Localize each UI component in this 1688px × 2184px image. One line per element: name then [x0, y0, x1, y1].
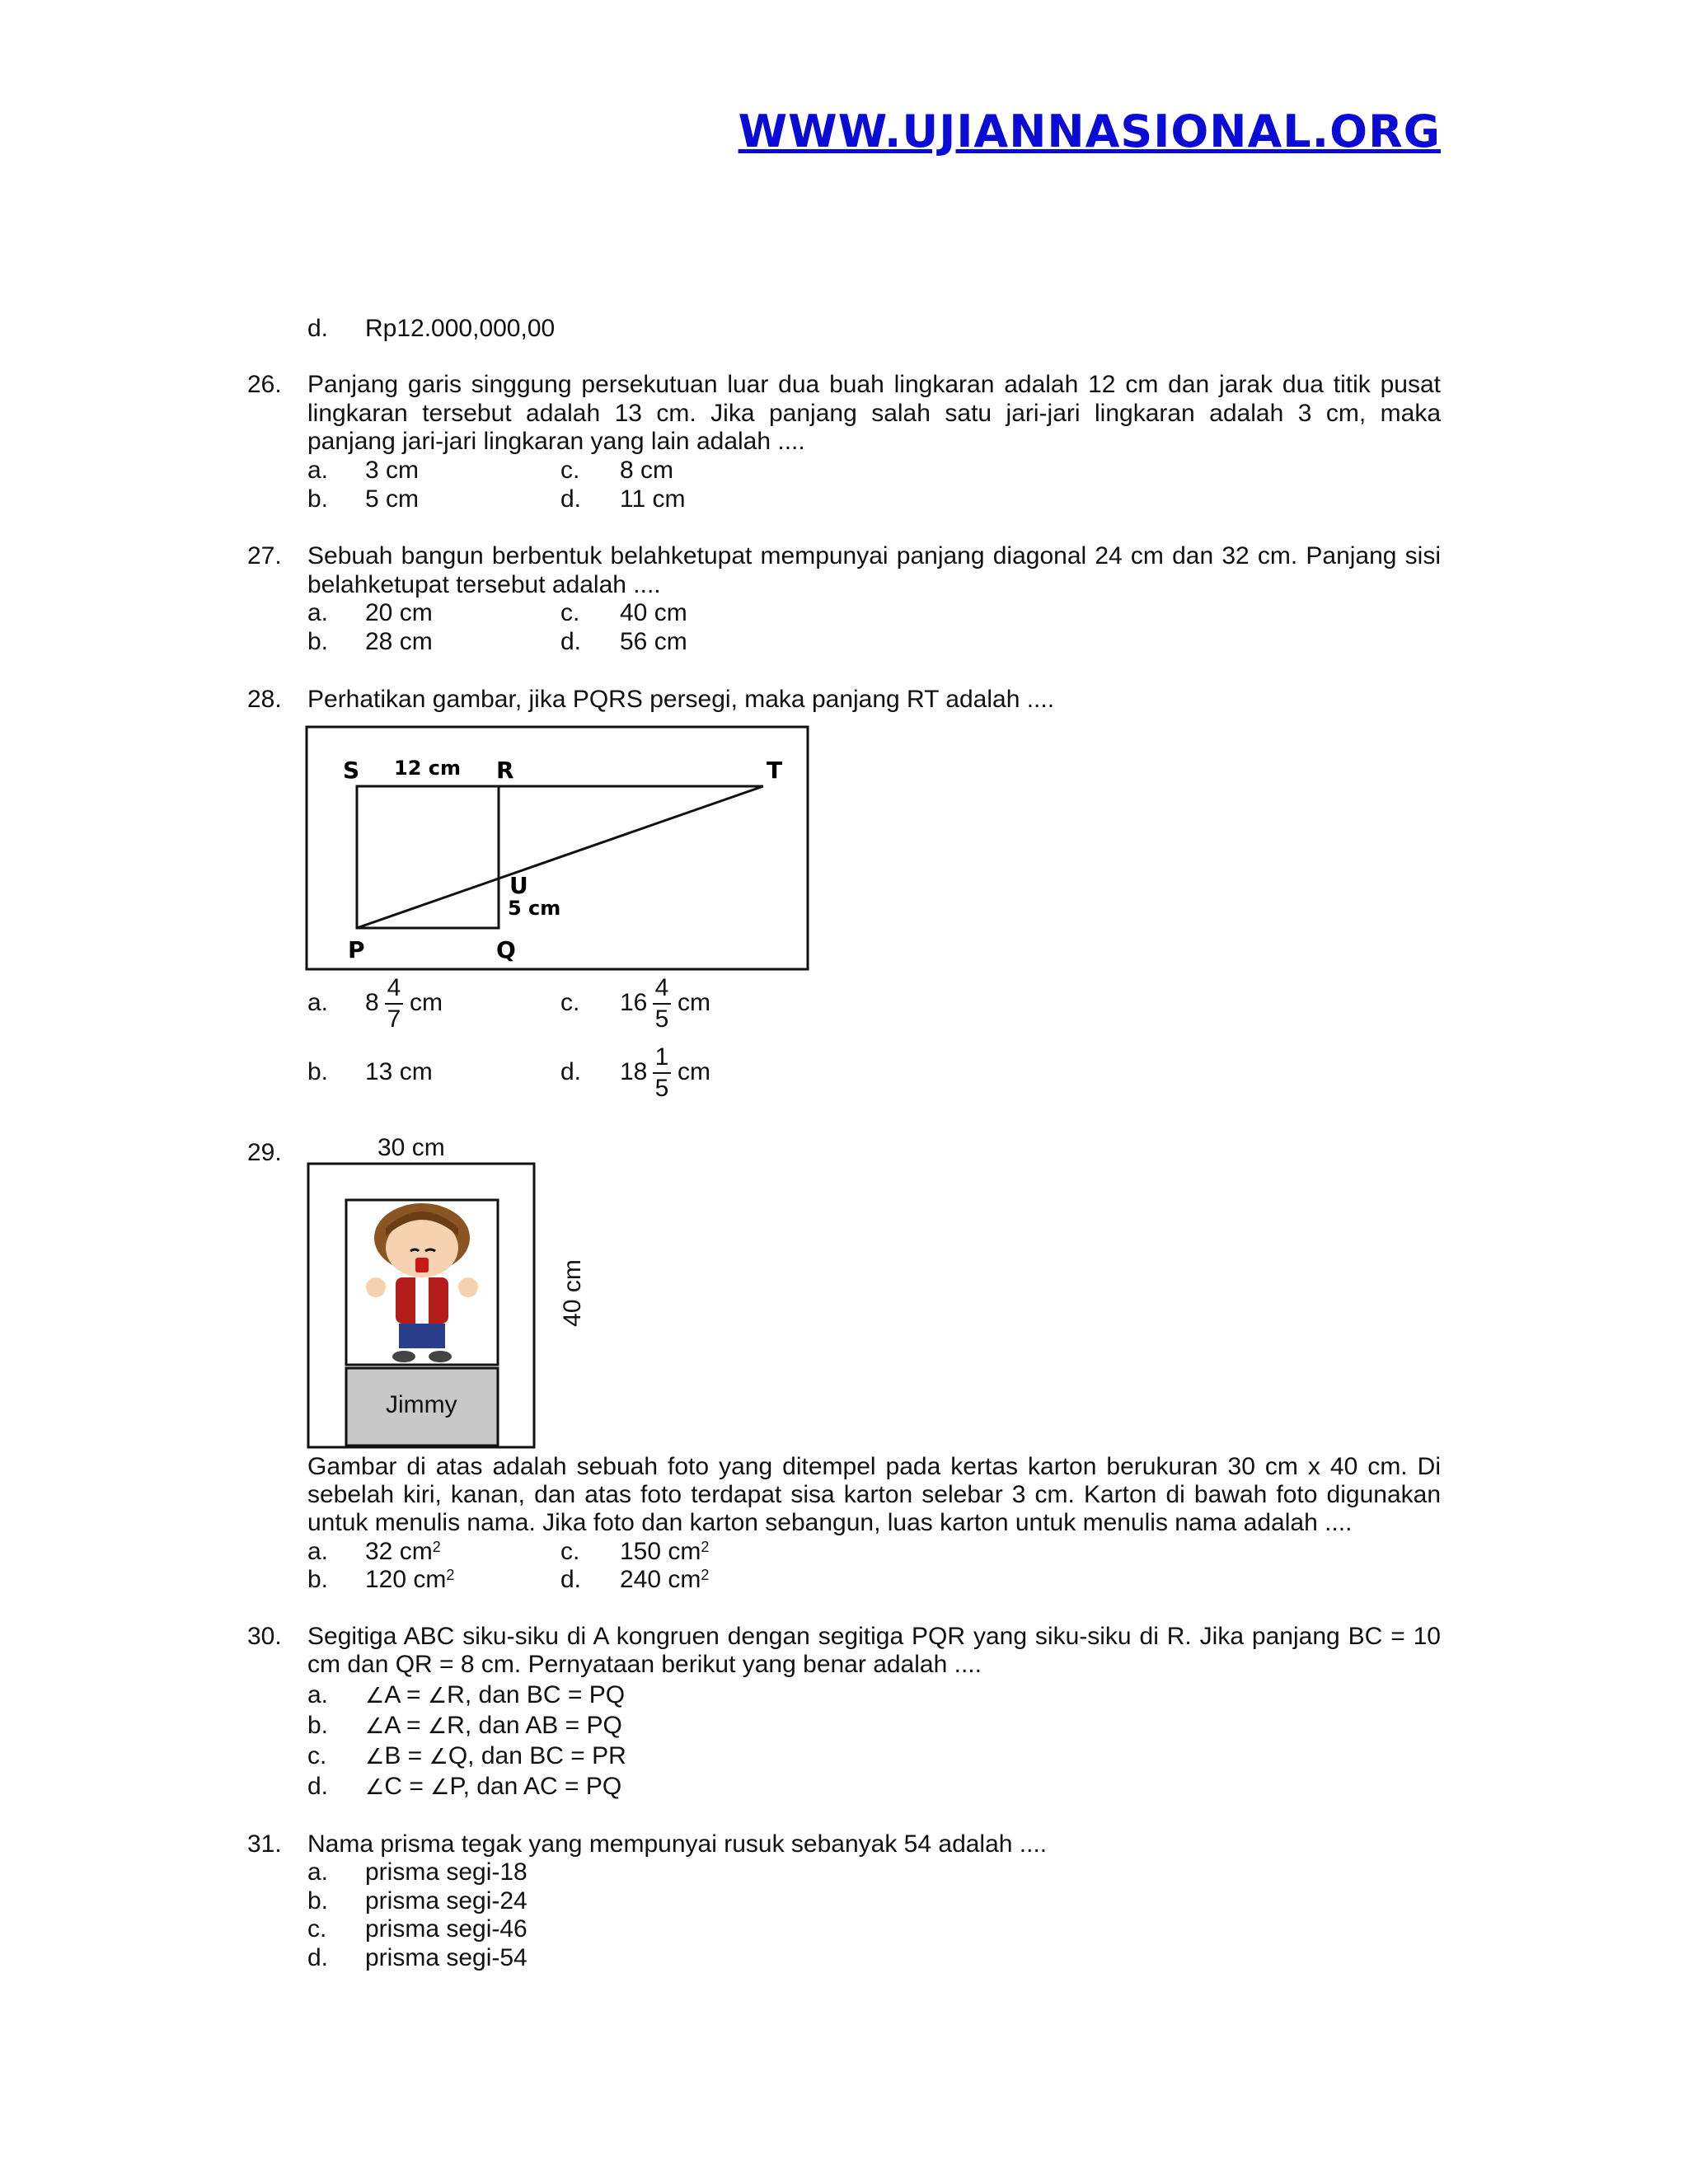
- fraction-denominator: 7: [387, 1005, 401, 1033]
- option-text: 13 cm: [365, 1058, 433, 1085]
- option-text: Rp12.000,000,00: [365, 315, 556, 342]
- height-label: 40 cm: [558, 1259, 586, 1327]
- option-letter: a.: [307, 457, 329, 484]
- width-label: 30 cm: [377, 1134, 445, 1161]
- question-text-line: Segitiga ABC siku-siku di A kongruen dengan segitiga PQR yang siku-siku di R. Jika panjang BC = 10: [307, 1623, 1441, 1650]
- question-text-line: cm dan QR = 8 cm. Pernyataan berikut yang benar adalah ....: [307, 1651, 982, 1678]
- question-number: 29.: [247, 1139, 282, 1166]
- option-letter: b.: [307, 1887, 329, 1915]
- fraction-numerator: 4: [387, 974, 401, 1001]
- question-number: 27.: [247, 542, 282, 569]
- question-number: 26.: [247, 371, 282, 398]
- question-text-line: lingkaran tersebut adalah 13 cm. Jika panjang salah satu jari-jari lingkaran adalah 3 cm, maka: [307, 400, 1441, 427]
- option-letter: d.: [307, 1944, 329, 1971]
- option-letter: a.: [307, 1858, 329, 1886]
- mixed-number-whole: 16: [620, 989, 648, 1016]
- option-letter: c.: [307, 1915, 327, 1943]
- option-letter: a.: [307, 989, 329, 1016]
- option-letter: b.: [307, 628, 329, 655]
- mixed-number-whole: 18: [620, 1058, 648, 1085]
- square-pqrs: [357, 786, 499, 928]
- option-letter: d.: [560, 628, 582, 655]
- option-text: 3 cm: [365, 457, 420, 484]
- option-text: ∠A = ∠R, dan BC = PQ: [365, 1681, 626, 1708]
- fraction-bar: [653, 1072, 671, 1074]
- option-letter: a.: [307, 599, 329, 626]
- label-u: U: [509, 872, 528, 899]
- option-letter: c.: [560, 1538, 580, 1565]
- option-letter: a.: [307, 1538, 329, 1565]
- question-text-line: Gambar di atas adalah sebuah foto yang ditempel pada kertas karton berukuran 30 cm x 40 cm. Di: [307, 1453, 1441, 1480]
- question-text-line: belahketupat tersebut adalah ....: [307, 571, 661, 598]
- option-text: prisma segi-46: [365, 1915, 528, 1943]
- fraction-denominator: 5: [654, 1075, 669, 1102]
- option-text: ∠A = ∠R, dan AB = PQ: [365, 1712, 622, 1739]
- question-text-line: panjang jari-jari lingkaran yang lain adalah ....: [307, 428, 805, 455]
- option-unit: cm: [410, 989, 443, 1016]
- option-text: prisma segi-54: [365, 1944, 528, 1971]
- question-number: 28.: [247, 686, 282, 713]
- site-link[interactable]: WWW.UJIANNASIONAL.ORG: [738, 105, 1441, 157]
- option-text: ∠C = ∠P, dan AC = PQ: [365, 1773, 622, 1800]
- fraction-bar: [653, 1003, 671, 1005]
- fraction-bar: [385, 1003, 403, 1005]
- option-unit: cm: [678, 1058, 710, 1085]
- option-letter: d.: [307, 315, 329, 342]
- option-text: 56 cm: [620, 628, 687, 655]
- option-text: 11 cm: [620, 485, 686, 513]
- option-letter: c.: [307, 1742, 327, 1769]
- option-letter: a.: [307, 1681, 329, 1708]
- option-letter: b.: [307, 485, 329, 513]
- name-tag: Jimmy: [386, 1391, 457, 1418]
- square-triangle-figure: [305, 725, 811, 971]
- option-text: 240 $cm^2$: [620, 1566, 710, 1593]
- question-text-line: Panjang garis singgung persekutuan luar dua buah lingkaran adalah 12 cm dan jarak dua titik pusat: [307, 371, 1441, 398]
- figure-frame: [307, 727, 808, 969]
- option-letter: d.: [307, 1773, 329, 1800]
- question-text: Perhatikan gambar, jika PQRS persegi, maka panjang RT adalah ....: [307, 686, 1055, 713]
- question-number: 30.: [247, 1623, 282, 1650]
- fraction-numerator: 1: [654, 1043, 669, 1071]
- label-uq-length: 5 cm: [508, 897, 561, 920]
- option-text: 28 cm: [365, 628, 433, 655]
- mixed-number-whole: 8: [365, 989, 379, 1016]
- question-text-line: sebelah kiri, kanan, dan atas foto terdapat sisa karton selebar 3 cm. Karton di bawah foto digunakan: [307, 1481, 1441, 1508]
- label-r: R: [496, 757, 514, 784]
- option-letter: b.: [307, 1566, 329, 1593]
- label-p: P: [348, 936, 365, 963]
- option-text: 120 $cm^2$: [365, 1566, 455, 1593]
- label-sr-length: 12 cm: [394, 757, 461, 780]
- option-text: 150 $cm^2$: [620, 1538, 710, 1565]
- question-text-line: untuk menulis nama. Jika foto dan karton sebangun, luas karton untuk menulis nama adalah ....: [307, 1509, 1353, 1536]
- option-text: prisma segi-24: [365, 1887, 528, 1915]
- option-unit: cm: [678, 989, 710, 1016]
- label-t: T: [767, 757, 783, 784]
- option-letter: c.: [560, 599, 580, 626]
- option-text: 5 cm: [365, 485, 420, 513]
- option-text: 8 cm: [620, 457, 674, 484]
- option-text: prisma segi-18: [365, 1858, 528, 1886]
- option-letter: c.: [560, 989, 580, 1016]
- option-letter: c.: [560, 457, 580, 484]
- option-letter: d.: [560, 1566, 582, 1593]
- fraction-denominator: 5: [654, 1005, 669, 1033]
- question-text-line: Sebuah bangun berbentuk belahketupat mempunyai panjang diagonal 24 cm dan 32 cm. Panjang sisi: [307, 542, 1441, 569]
- question-text: Nama prisma tegak yang mempunyai rusuk sebanyak 54 adalah ....: [307, 1830, 1048, 1858]
- option-letter: b.: [307, 1058, 329, 1085]
- option-text: 20 cm: [365, 599, 433, 626]
- option-letter: b.: [307, 1712, 329, 1739]
- question-number: 31.: [247, 1830, 282, 1858]
- option-text: 40 cm: [620, 599, 687, 626]
- option-letter: d.: [560, 485, 582, 513]
- option-text: ∠B = ∠Q, dan BC = PR: [365, 1742, 626, 1769]
- label-s: S: [343, 757, 360, 784]
- option-letter: d.: [560, 1058, 582, 1085]
- fraction-numerator: 4: [654, 974, 669, 1001]
- option-text: 32 $cm^2$: [365, 1538, 441, 1565]
- label-q: Q: [496, 936, 516, 963]
